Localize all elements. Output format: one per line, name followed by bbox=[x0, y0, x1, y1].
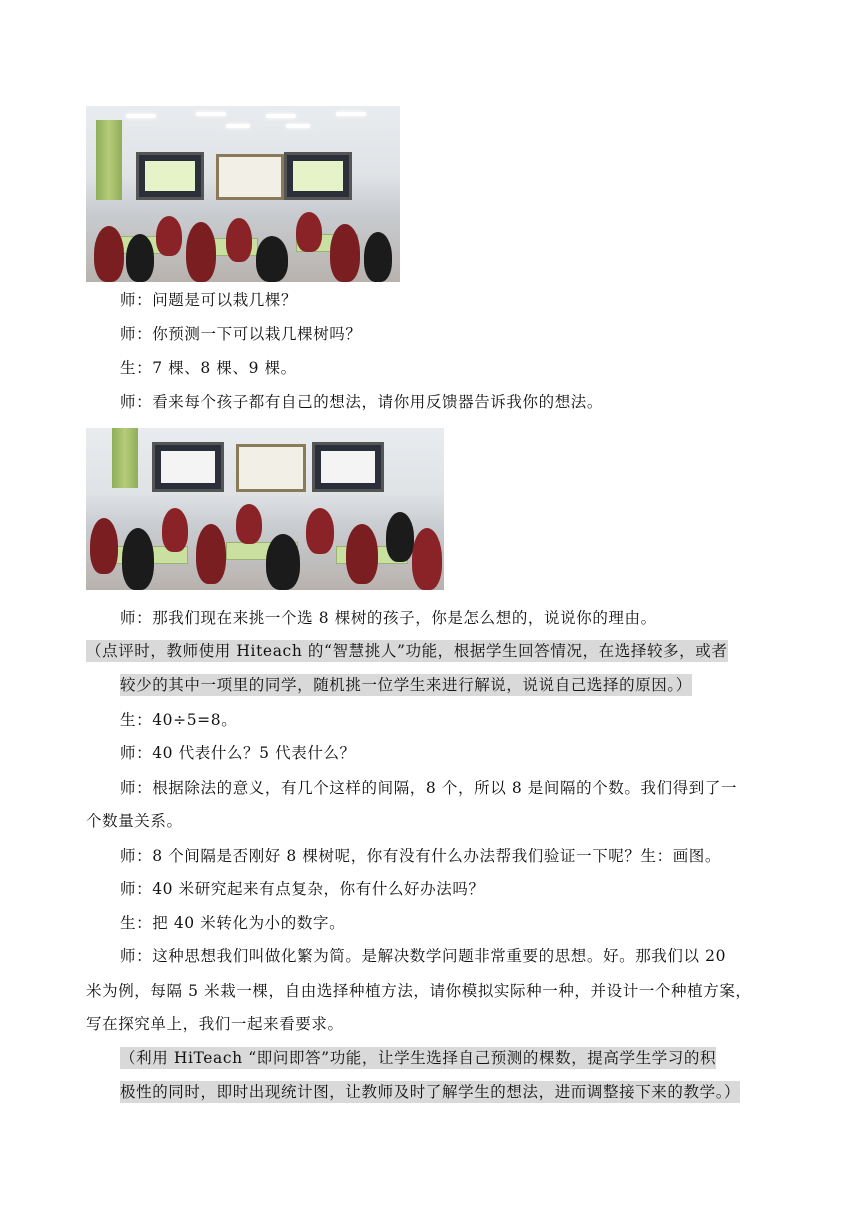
dialogue-line: 师：8 个间隔是否刚好 8 棵树呢，你有没有什么办法帮我们验证一下呢？生：画图。 bbox=[120, 847, 722, 865]
classroom-photo-1 bbox=[86, 106, 400, 282]
dialogue-line: 师：根据除法的意义，有几个这样的间隔，8 个，所以 8 是间隔的个数。我们得到了一 bbox=[120, 779, 738, 797]
dialogue-line: 生：7 棵、8 棵、9 棵。 bbox=[120, 359, 297, 377]
dialogue-line: 生：把 40 米转化为小的数字。 bbox=[120, 914, 346, 932]
dialogue-line: 师：你预测一下可以栽几棵树吗？ bbox=[120, 325, 362, 343]
dialogue-line: 师：看来每个孩子都有自己的想法，请你用反馈器告诉我你的想法。 bbox=[120, 393, 604, 411]
dialogue-line: 个数量关系。 bbox=[86, 812, 183, 830]
dialogue-line: 师：这种思想我们叫做化繁为简。是解决数学问题非常重要的思想。好。那我们以 20 bbox=[120, 947, 727, 965]
dialogue-line: 生：40÷5=8。 bbox=[120, 711, 238, 729]
dialogue-line: 米为例，每隔 5 米栽一棵，自由选择种植方法，请你模拟实际种一种，并设计一个种植方案， bbox=[86, 982, 752, 1000]
teaching-note: 较少的其中一项里的同学，随机挑一位学生来进行解说，说说自己选择的原因。） bbox=[120, 676, 692, 694]
teaching-note: （利用 HiTeach “即问即答”功能，让学生选择自己预测的棵数，提高学生学习的积 bbox=[120, 1049, 717, 1067]
dialogue-line: 师：问题是可以栽几棵？ bbox=[120, 291, 298, 309]
teaching-note: 极性的同时，即时出现统计图，让教师及时了解学生的想法，进而调整接下来的教学。） bbox=[120, 1083, 741, 1101]
teaching-note: （点评时，教师使用 Hiteach 的“智慧挑人”功能，根据学生回答情况，在选择较多，或者 bbox=[86, 642, 728, 660]
dialogue-line: 师：40 米研究起来有点复杂，你有什么好办法吗？ bbox=[120, 880, 485, 898]
dialogue-line: 写在探究单上，我们一起来看要求。 bbox=[86, 1015, 344, 1033]
classroom-photo-2 bbox=[86, 428, 444, 590]
dialogue-line: 师：40 代表什么？5 代表什么？ bbox=[120, 744, 356, 762]
dialogue-line: 师：那我们现在来挑一个选 8 棵树的孩子，你是怎么想的，说说你的理由。 bbox=[120, 609, 657, 627]
